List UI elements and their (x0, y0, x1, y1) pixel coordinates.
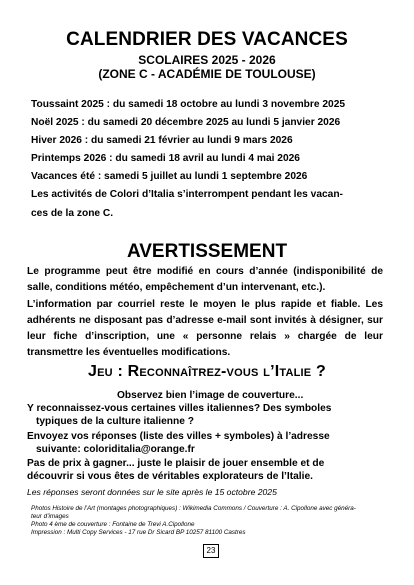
calendar-line: Noël 2025 : du samedi 20 décembre 2025 au lundi 5 janvier 2026 (31, 117, 341, 128)
page-number: 23 (203, 544, 219, 558)
game-title: Jeu : Reconnaîtrez-vous l’Italie ? (88, 363, 326, 380)
calendar-line: Printemps 2026 : du samedi 18 avril au lundi 4 mai 2026 (31, 153, 300, 164)
calendar-line: Hiver 2026 : du samedi 21 février au lundi 9 mars 2026 (31, 135, 293, 146)
game-line: découvrir si vous êtes de véritables explorateurs de l’Italie. (27, 471, 313, 482)
game-line: Envoyez vos réponses (liste des villes + symboles) à l’adresse (27, 431, 330, 442)
credits-line: teur d’images (31, 513, 69, 520)
game-line: Pas de prix à gagner... juste le plaisir de jouer ensemble et de (27, 458, 325, 469)
game-line: Y reconnaissez-vous certaines villes italiennes? Des symboles (27, 403, 332, 414)
game-line: Observez bien l’image de couverture... (117, 390, 304, 401)
page-title: CALENDRIER DES VACANCES (66, 29, 348, 50)
credits-line: Photos Histoire de l’Art (montages photographiques) : Wikimedia Commons / Couverture : A. Cipollone avec généra- (31, 505, 356, 512)
page-subtitle: SCOLAIRES 2025 - 2026 (138, 53, 276, 67)
answers-note: Les réponses seront données sur le site après le 15 octobre 2025 (27, 487, 277, 497)
credits-line: Impression : Multi Copy Services - 17 rue Dr Sicard BP 10257 81100 Castres (31, 529, 246, 536)
game-line: suivante: coloriditalia@orange.fr (36, 444, 195, 455)
warning-paragraph: Le programme peut être modifié en cours d’année (indisponibilité de salle, conditions météo, empêchement d’un intervenant, etc.). (27, 266, 383, 293)
zone-subtitle: (ZONE C - ACADÉMIE DE TOULOUSE) (98, 67, 316, 81)
calendar-note: ces de la zone C. (31, 208, 114, 219)
calendar-note: Les activités de Colori d’Italia s’interrompent pendant les vacan- (31, 189, 343, 200)
calendar-line: Vacances été : samedi 5 juillet au lundi 1 septembre 2026 (31, 171, 308, 182)
game-line: typiques de la culture italienne ? (36, 416, 194, 427)
credits-line: Photo 4 ème de couverture : Fontaine de Trevi A.Cipollone (31, 521, 195, 528)
warning-paragraph: L’information par courriel reste le moyen le plus rapide et fiable. Les adhérents ne disposant pas d’adresse e-mail sont invités à désigner, sur leur fiche d’inscription, une « personne relais » chargée de leur transmettre les éventuelles modifications. (27, 299, 383, 358)
calendar-line: Toussaint 2025 : du samedi 18 octobre au lundi 3 novembre 2025 (31, 99, 346, 110)
warning-title: AVERTISSEMENT (126, 241, 288, 262)
